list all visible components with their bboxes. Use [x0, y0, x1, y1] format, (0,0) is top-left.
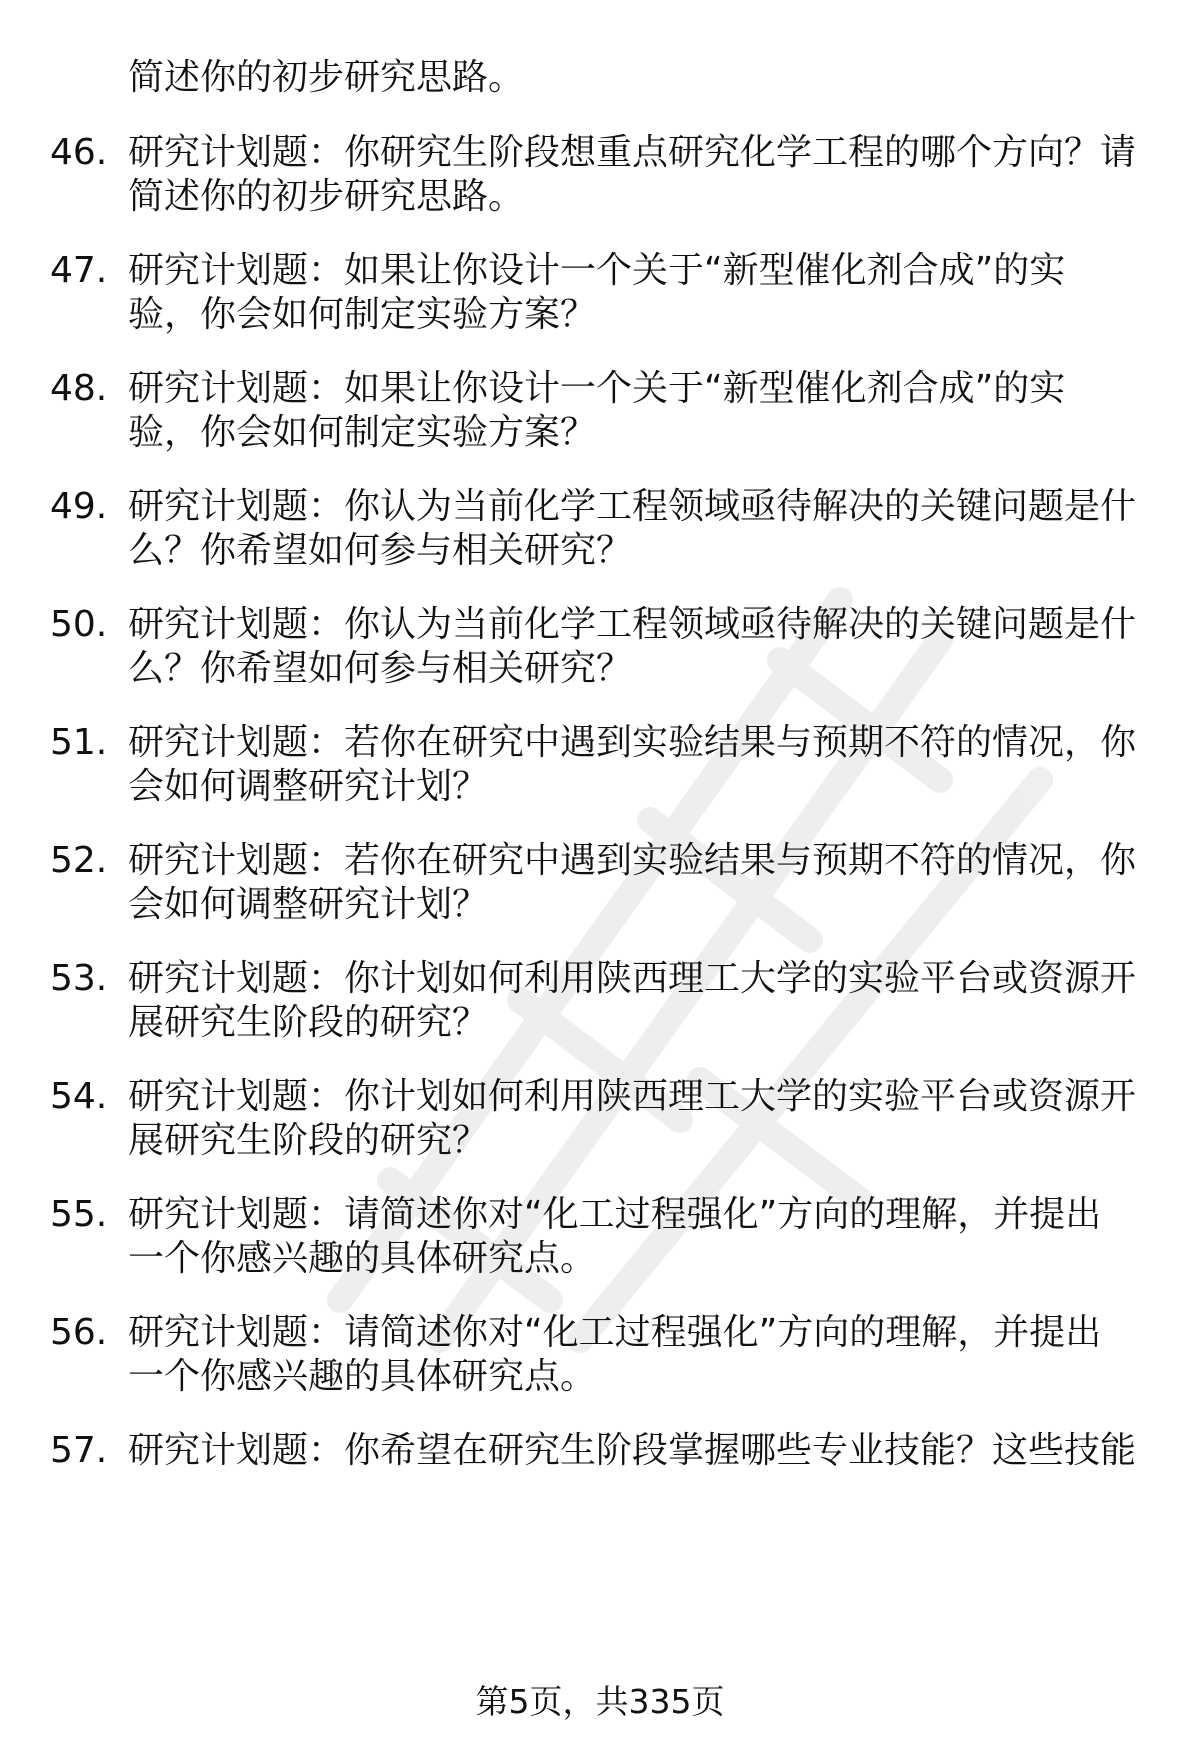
- item-text-line: 研究计划题：如果让你设计一个关于“新型催化剂合成”的实: [128, 368, 1066, 409]
- item-text-line: 研究计划题：你计划如何利用陕西理工大学的实验平台或资源开: [128, 1076, 1137, 1117]
- item-text-line: 么？你希望如何参与相关研究？: [128, 648, 633, 689]
- item-text-line: 研究计划题：若你在研究中遇到实验结果与预期不符的情况，你: [128, 840, 1137, 881]
- item-number: 47.: [50, 250, 108, 291]
- item-number: 49.: [50, 486, 108, 527]
- item-text-line: 简述你的初步研究思路。: [128, 176, 525, 217]
- item-text-line: 会如何调整研究计划？: [128, 884, 489, 925]
- item-text-line: 一个你感兴趣的具体研究点。: [128, 1238, 597, 1279]
- item-text-line: 研究计划题：若你在研究中遇到实验结果与预期不符的情况，你: [128, 722, 1137, 763]
- item-text-line: 研究计划题：请简述你对“化工过程强化”方向的理解，并提出: [128, 1312, 1102, 1353]
- item-text-line: 研究计划题：请简述你对“化工过程强化”方向的理解，并提出: [128, 1194, 1102, 1235]
- item-text-line: 研究计划题：你希望在研究生阶段掌握哪些专业技能？这些技能: [128, 1430, 1137, 1471]
- item-number: 54.: [50, 1076, 108, 1117]
- item-number: 57.: [50, 1430, 108, 1471]
- item-number: 48.: [50, 368, 108, 409]
- item-number: 56.: [50, 1312, 108, 1353]
- item-text-line: 研究计划题：你认为当前化学工程领域亟待解决的关键问题是什: [128, 604, 1137, 645]
- item-number: 55.: [50, 1194, 108, 1235]
- item-text-line: 简述你的初步研究思路。: [128, 57, 525, 98]
- item-number: 53.: [50, 958, 108, 999]
- item-text-line: 会如何调整研究计划？: [128, 766, 489, 807]
- item-text-line: 研究计划题：你计划如何利用陕西理工大学的实验平台或资源开: [128, 958, 1137, 999]
- item-text-line: 展研究生阶段的研究？: [128, 1120, 489, 1161]
- item-text-line: 研究计划题：你研究生阶段想重点研究化学工程的哪个方向？请: [128, 132, 1137, 173]
- item-text-line: 展研究生阶段的研究？: [128, 1002, 489, 1043]
- item-text-line: 一个你感兴趣的具体研究点。: [128, 1356, 597, 1397]
- item-number: 50.: [50, 604, 108, 645]
- item-text-line: 验，你会如何制定实验方案？: [128, 294, 597, 335]
- item-number: 51.: [50, 722, 108, 763]
- item-text-line: 么？你希望如何参与相关研究？: [128, 530, 633, 571]
- item-text-line: 验，你会如何制定实验方案？: [128, 412, 597, 453]
- item-text-line: 研究计划题：如果让你设计一个关于“新型催化剂合成”的实: [128, 250, 1066, 291]
- item-number: 46.: [50, 132, 108, 173]
- page-footer: 第5页，共335页: [475, 1682, 725, 1721]
- item-number: 52.: [50, 840, 108, 881]
- item-text-line: 研究计划题：你认为当前化学工程领域亟待解决的关键问题是什: [128, 486, 1137, 527]
